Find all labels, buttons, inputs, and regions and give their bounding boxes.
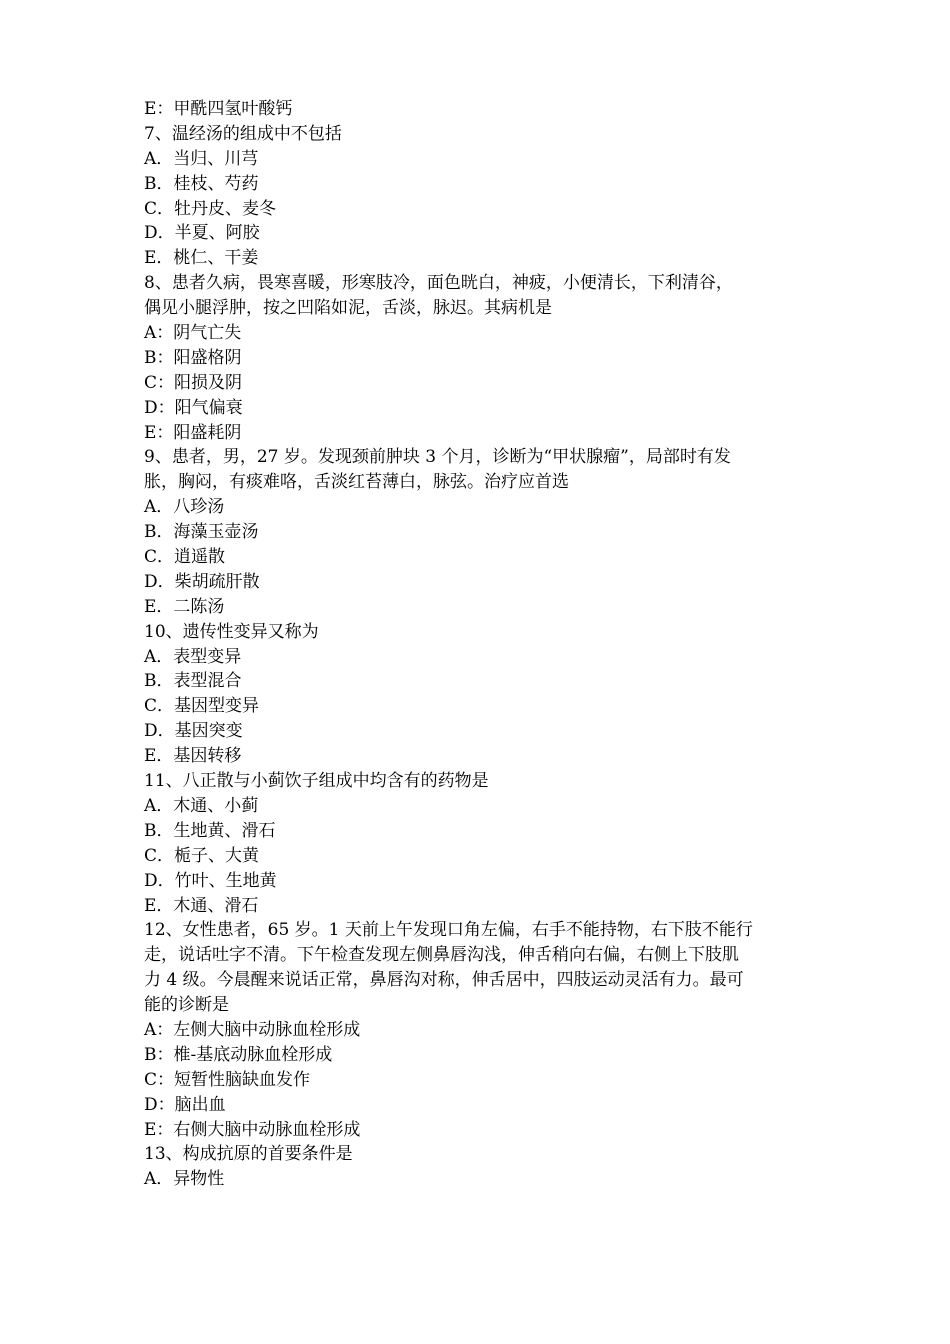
option-line: B．表型混合 [144,671,242,692]
question-11: 11、八正散与小蓟饮子组成中均含有的药物是 [144,771,489,792]
text-line: E：甲酰四氢叶酸钙 [144,99,293,119]
option-line: C．栀子、大黄 [144,845,260,866]
option-line: C．牡丹皮、麦冬 [144,198,277,219]
option-line: A．木通、小蓟 [144,795,259,816]
option-line: C：阳损及阴 [144,372,243,393]
question-12-cont: 走，说话吐字不清。下午检查发现左侧鼻唇沟浅，伸舌稍向右偏，右侧上下肢肌 [144,945,739,966]
option-line: B：椎-基底动脉血栓形成 [144,1044,333,1065]
option-line: A．表型变异 [144,646,242,667]
option-line: E．桃仁、干姜 [144,248,259,269]
option-line: B．生地黄、滑石 [144,820,276,841]
document-page [144,97,824,1192]
option-line: D．基因突变 [144,721,243,742]
option-line: D．柴胡疏肝散 [144,571,260,592]
option-line: A．八珍汤 [144,497,225,518]
option-line: B：阳盛格阴 [144,347,242,368]
question-8: 8、患者久病，畏寒喜暖，形寒肢冷，面色晄白，神疲，小便清长，下利清谷， [144,273,733,294]
option-line: E．基因转移 [144,746,242,767]
option-line: E．二陈汤 [144,596,225,617]
option-line: D：脑出血 [144,1094,226,1115]
question-12: 12、女性患者，65 岁。1 天前上午发现口角左偏，右手不能持物，右下肢不能行 [144,920,753,941]
option-line: B．海藻玉壶汤 [144,522,259,543]
option-line: D：阳气偏衰 [144,397,243,418]
question-9-cont: 胀，胸闷，有痰难咯，舌淡红苔薄白，脉弦。治疗应首选 [144,472,569,493]
question-10: 10、遗传性变异又称为 [144,621,319,642]
option-line: D．半夏、阿胶 [144,223,260,244]
option-line: E．木通、滑石 [144,895,259,916]
option-line: B．桂枝、芍药 [144,173,259,194]
question-12-cont: 能的诊断是 [144,995,229,1016]
question-7: 7、温经汤的组成中不包括 [144,123,342,144]
question-8-cont: 偶见小腿浮肿，按之凹陷如泥，舌淡，脉迟。其病机是 [144,298,552,319]
option-line: A：左侧大脑中动脉血栓形成 [144,1019,361,1040]
question-13: 13、构成抗原的首要条件是 [144,1144,353,1165]
option-line: A：阴气亡失 [144,323,242,344]
option-line: E：阳盛耗阴 [144,422,242,443]
option-line: E：右侧大脑中动脉血栓形成 [144,1119,361,1140]
option-line: A．当归、川芎 [144,148,259,169]
option-line: C：短暂性脑缺血发作 [144,1069,311,1090]
question-9: 9、患者，男，27 岁。发现颈前肿块 3 个月，诊断为“甲状腺瘤”，局部时有发 [144,447,731,468]
option-line: C．基因型变异 [144,696,260,717]
option-line: C．逍遥散 [144,547,226,568]
option-line: A．异物性 [144,1169,225,1190]
option-line: D．竹叶、生地黄 [144,870,277,891]
question-12-cont: 力 4 级。今晨醒来说话正常，鼻唇沟对称，伸舌居中，四肢运动灵活有力。最可 [144,970,744,991]
